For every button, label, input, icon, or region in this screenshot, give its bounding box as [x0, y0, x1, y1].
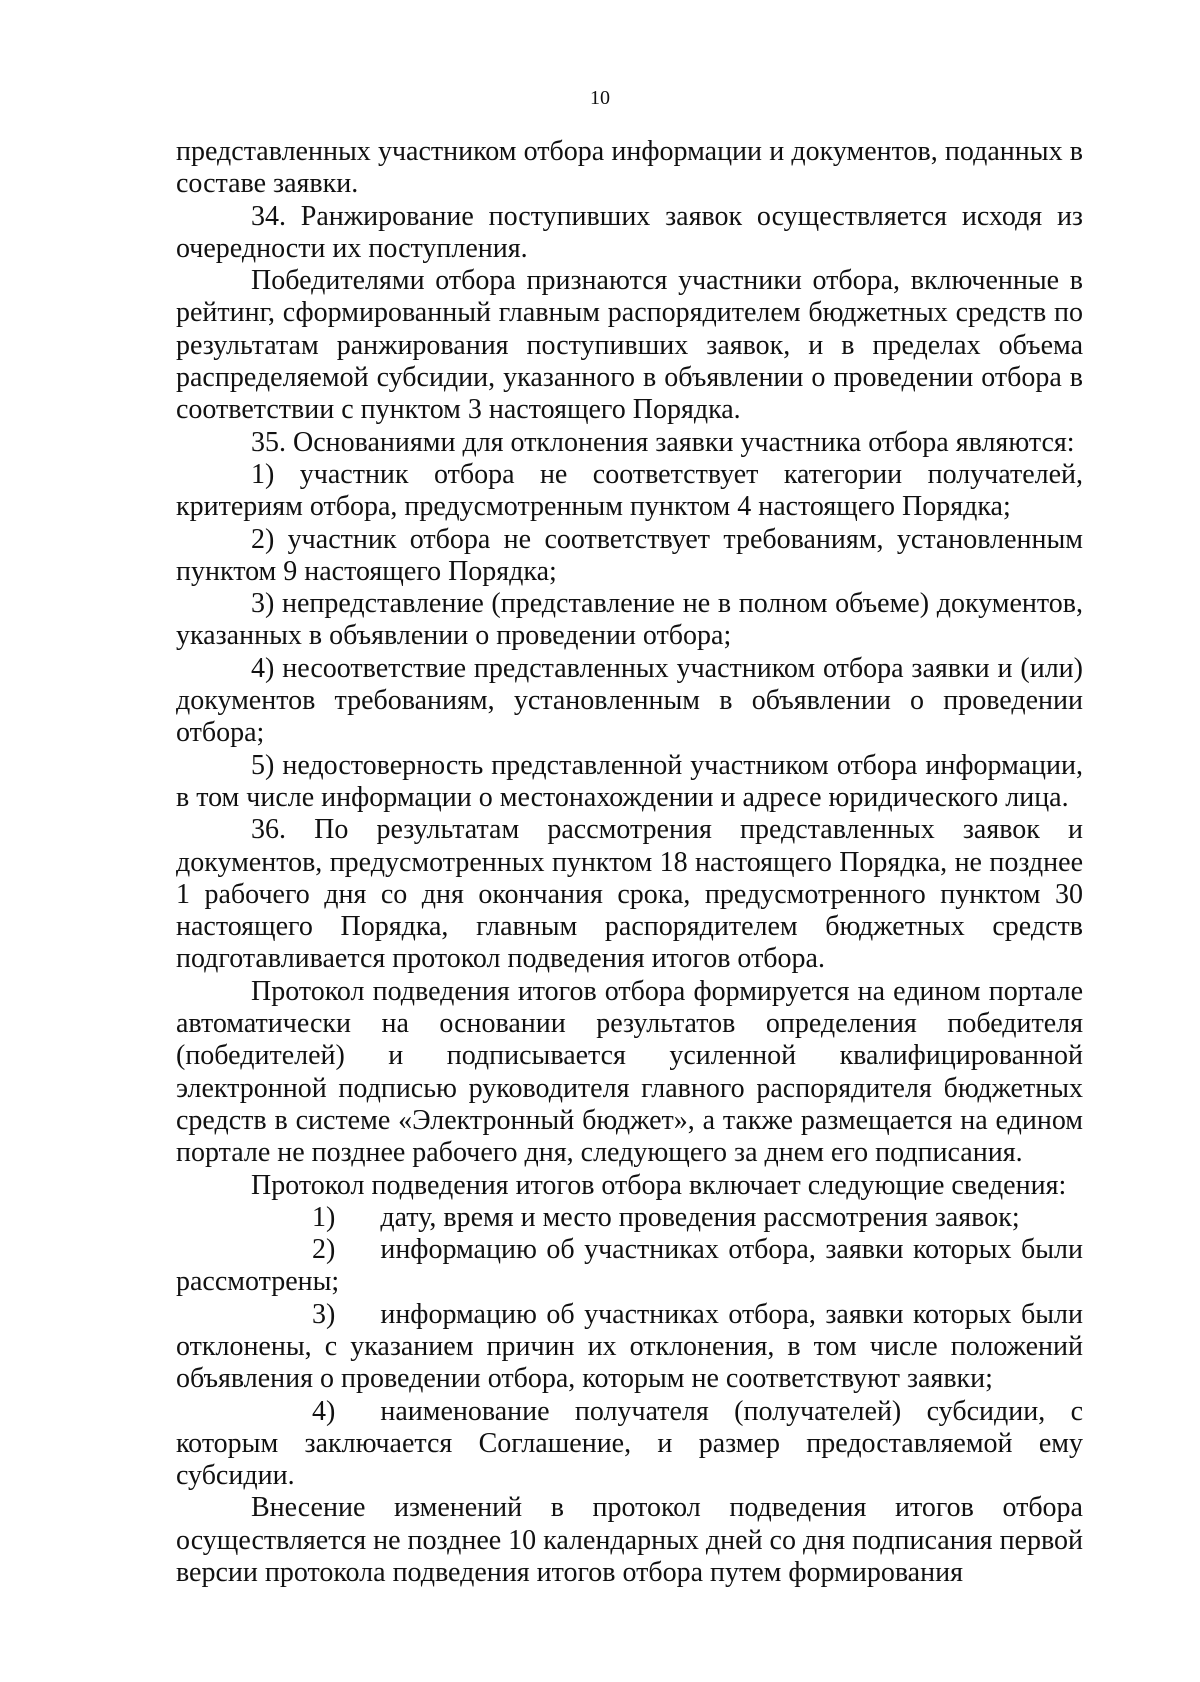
protocol-item-4: [176, 1396, 1083, 1493]
rejection-ground-5: 5) недостоверность представленной участником отбора информации, в том числе информации о местонахождении и адресе юридического лица.: [176, 749, 1083, 813]
rejection-ground-4: 4) несоответствие представленных участником отбора заявки и (или) документов требованиям, установленным в объявлении о проведении отбора;: [176, 652, 1083, 749]
protocol-item-2: [176, 1234, 1083, 1299]
paragraph-protocol-amendments: Внесение изменений в протокол подведения итогов отбора осуществляется не позднее 10 календарных дней со дня подписания первой версии протокола подведения итогов отбора путем формирования: [176, 1492, 1083, 1589]
protocol-item-text: дату, время и место проведения рассмотрения заявок;: [380, 1201, 1020, 1233]
document-body: [176, 136, 1083, 1589]
protocol-item-3: [176, 1299, 1083, 1396]
rejection-ground-2: 2) участник отбора не соответствует требованиям, установленным пунктом 9 настоящего Порядка;: [176, 523, 1083, 587]
paragraph-35: 35. Основаниями для отклонения заявки участника отбора являются:: [251, 426, 1075, 458]
protocol-item-1: [176, 1202, 1083, 1234]
paragraph-winners: Победителями отбора признаются участники отбора, включенные в рейтинг, сформированный главным распорядителем бюджетных средств по результатам ранжирования поступивших заявок, и в пределах объема распределяемой субсидии, указанного в объявлении о проведении отбора в соответствии с пунктом 3 настоящего Порядка.: [176, 265, 1083, 426]
paragraph-continuation: представленных участником отбора информации и документов, поданных в составе заявки.: [176, 136, 1083, 200]
protocol-item-text: информацию об участниках отбора, заявки которых были рассмотрены;: [176, 1234, 1083, 1298]
paragraph-34: 34. Ранжирование поступивших заявок осуществляется исходя из очередности их поступления.: [176, 200, 1083, 264]
paragraph-36: 36. По результатам рассмотрения представленных заявок и документов, предусмотренных пунктом 18 настоящего Порядка, не позднее 1 рабочего дня со дня окончания срока, предусмотренного пунктом 30 настоящего Порядка, главным распорядителем бюджетных средств подготавливается протокол подведения итогов отбора.: [176, 814, 1083, 975]
paragraph-protocol-formation: Протокол подведения итогов отбора формируется на едином портале автоматически на основании результатов определения победителя (победителей) и подписывается усиленной квалифицированной электронной подписью руководителя главного распорядителя бюджетных средств в системе «Электронный бюджет», а также размещается на едином портале не позднее рабочего дня, следующего за днем его подписания.: [176, 975, 1083, 1169]
protocol-item-number: 3): [312, 1298, 336, 1330]
rejection-ground-3: 3) непредставление (представление не в полном объеме) документов, указанных в объявлении о проведении отбора;: [176, 588, 1083, 652]
protocol-item-number: 4): [312, 1395, 336, 1427]
rejection-ground-1: 1) участник отбора не соответствует категории получателей, критериям отбора, предусмотренным пунктом 4 настоящего Порядка;: [176, 458, 1083, 523]
protocol-item-number: 2): [312, 1234, 336, 1266]
page-number: 10: [590, 87, 610, 109]
paragraph-protocol-contents: Протокол подведения итогов отбора включает следующие сведения:: [251, 1169, 1067, 1201]
protocol-item-text: информацию об участниках отбора, заявки которых были отклонены, с указанием причин их отклонения, в том числе положений объявления о проведении отбора, которым не соответствуют заявки;: [176, 1298, 1083, 1395]
protocol-item-number: 1): [312, 1201, 336, 1233]
protocol-item-text: наименование получателя (получателей) субсидии, с которым заключается Соглашение, и размер предоставляемой ему субсидии.: [176, 1395, 1083, 1492]
